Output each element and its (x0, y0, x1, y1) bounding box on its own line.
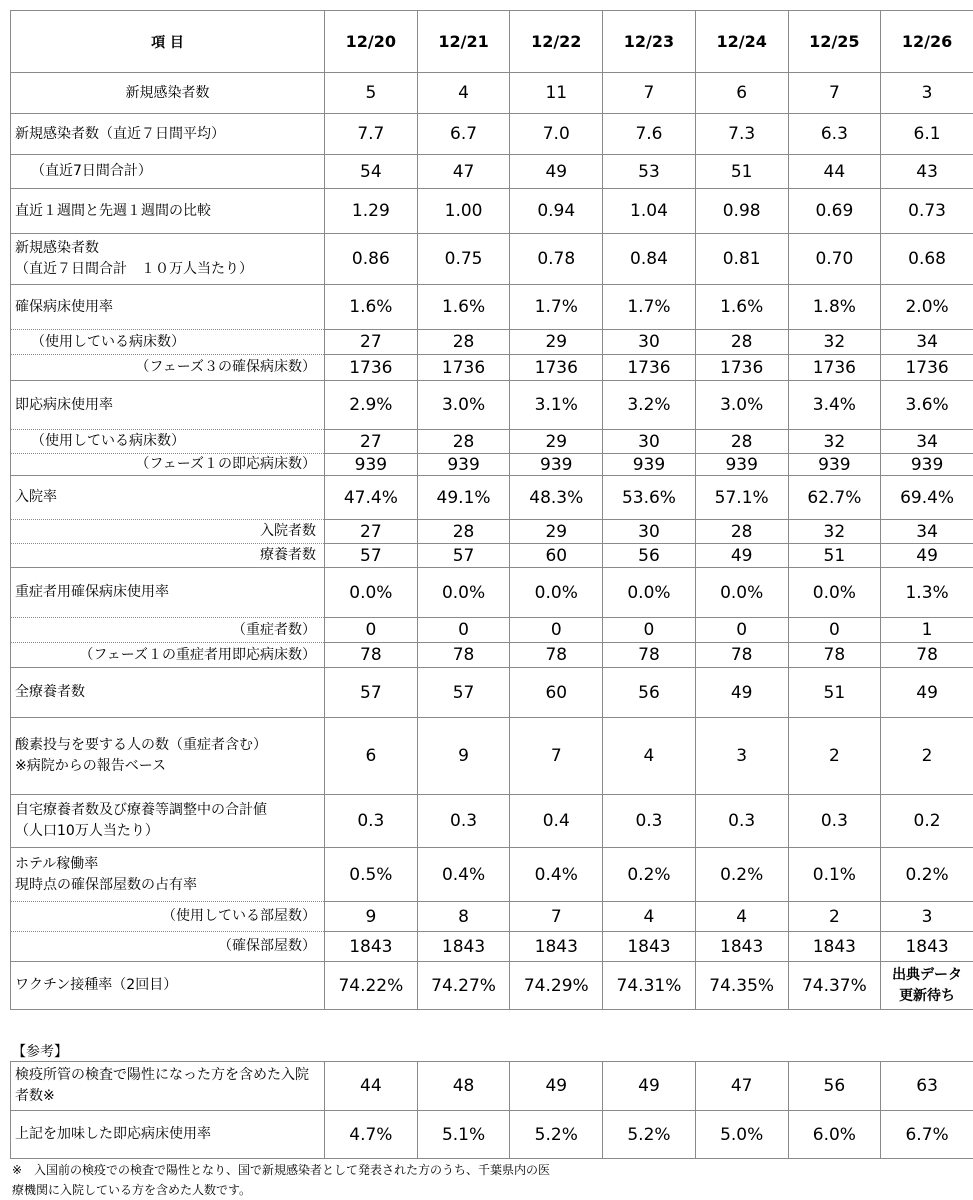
table-row (11, 454, 973, 476)
row-label (11, 718, 325, 795)
table-row (11, 643, 973, 668)
cell-value: 1736 (881, 355, 973, 381)
cell-value: 49 (695, 668, 788, 718)
cell-value: 74.29% (510, 962, 603, 1010)
row-label (11, 234, 325, 285)
cell-value: 1736 (417, 355, 510, 381)
cell-value: 0.73 (881, 189, 973, 234)
cell-value: 5.2% (603, 1111, 696, 1159)
cell-value: 32 (788, 430, 881, 454)
label-line: 新規感染者数 (15, 240, 99, 256)
cell-value: 1.3% (881, 568, 973, 618)
cell-value: 60 (510, 668, 603, 718)
cell-value: 28 (695, 520, 788, 544)
cell-value: 0 (603, 618, 696, 643)
cell-value: 51 (788, 544, 881, 568)
cell-value: 2 (788, 902, 881, 932)
cell-value: 1.8% (788, 285, 881, 330)
date-header: 12/21 (417, 11, 510, 73)
row-label: 確保病床使用率 (11, 285, 325, 330)
cell-value: 0 (417, 618, 510, 643)
label-line: 検疫所管の検査で陽性になった方を含めた入院 (15, 1067, 309, 1083)
cell-value: 47 (695, 1062, 788, 1111)
row-label: 上記を加味した即応病床使用率 (11, 1111, 325, 1159)
cell-value: 0.75 (417, 234, 510, 285)
cell-value: 34 (881, 430, 973, 454)
cell-value: 0.5% (325, 848, 418, 902)
cell-value: 49 (603, 1062, 696, 1111)
cell-value: 6 (325, 718, 418, 795)
cell-value: 34 (881, 330, 973, 355)
cell-value: 0.0% (417, 568, 510, 618)
cell-value: 4 (695, 902, 788, 932)
cell-value: 78 (788, 643, 881, 668)
cell-value: 28 (695, 430, 788, 454)
row-label: 新規感染者数 (11, 73, 325, 114)
cell-value: 0.2% (603, 848, 696, 902)
cell-value: 49 (695, 544, 788, 568)
cell-value: 11 (510, 73, 603, 114)
table-row (11, 234, 973, 285)
cell-value: 7.0 (510, 114, 603, 155)
row-label: （フェーズ３の確保病床数） (11, 355, 325, 381)
cell-value: 9 (325, 902, 418, 932)
cell-value: 0.2% (695, 848, 788, 902)
cell-value: 2.9% (325, 381, 418, 430)
row-label: 新規感染者数（直近７日間平均） (11, 114, 325, 155)
pending-line: 更新待ち (899, 987, 956, 1004)
cell-value: 51 (788, 668, 881, 718)
reference-table (10, 1061, 973, 1159)
cell-value: 49 (881, 668, 973, 718)
cell-value: 7.7 (325, 114, 418, 155)
cell-value: 1843 (325, 932, 418, 962)
table-row (11, 114, 973, 155)
cell-value: 1.00 (417, 189, 510, 234)
table-row (11, 544, 973, 568)
cell-value: 1843 (510, 932, 603, 962)
cell-value: 6.1 (881, 114, 973, 155)
cell-value: 49 (510, 155, 603, 189)
cell-value: 939 (325, 454, 418, 476)
row-label: （使用している病床数） (11, 330, 325, 355)
cell-value: 0.94 (510, 189, 603, 234)
cell-value: 939 (695, 454, 788, 476)
cell-value: 78 (603, 643, 696, 668)
cell-value: 74.35% (695, 962, 788, 1010)
footnote-line: ※ 入国前の検疫での検査で陽性となり、国で新規感染者として発表された方のうち、千葉県内の医 (12, 1163, 551, 1177)
table-row (11, 381, 973, 430)
cell-value: 3 (881, 73, 973, 114)
cell-value: 29 (510, 520, 603, 544)
cell-value: 0.98 (695, 189, 788, 234)
cell-value: 939 (881, 454, 973, 476)
cell-value: 4.7% (325, 1111, 418, 1159)
table-row (11, 668, 973, 718)
cell-value: 0.1% (788, 848, 881, 902)
cell-value: 0.81 (695, 234, 788, 285)
cell-value: 939 (510, 454, 603, 476)
footnote-line: 療機関に入院している方を含めた人数です。 (12, 1183, 252, 1197)
cell-value: 54 (325, 155, 418, 189)
row-label: 入院者数 (11, 520, 325, 544)
cell-value: 0.84 (603, 234, 696, 285)
row-label: 即応病床使用率 (11, 381, 325, 430)
cell-value: 0.0% (788, 568, 881, 618)
cell-value: 30 (603, 520, 696, 544)
cell-value: 1.6% (417, 285, 510, 330)
cell-value: 7 (510, 902, 603, 932)
table-row (11, 795, 973, 848)
cell-value: 939 (603, 454, 696, 476)
cell-value: 78 (881, 643, 973, 668)
cell-value: 6.3 (788, 114, 881, 155)
cell-value: 7.6 (603, 114, 696, 155)
date-header: 12/24 (695, 11, 788, 73)
label-line: 現時点の確保部屋数の占有率 (15, 876, 197, 893)
cell-value: 6 (695, 73, 788, 114)
label-line: 酸素投与を要する人の数（重症者含む） (15, 737, 267, 753)
main-table (10, 10, 973, 1010)
cell-value: 4 (417, 73, 510, 114)
cell-value: 1.6% (695, 285, 788, 330)
cell-value: 57 (417, 668, 510, 718)
label-line: 者数※ (15, 1088, 55, 1104)
cell-value: 7 (788, 73, 881, 114)
cell-value: 3.0% (695, 381, 788, 430)
cell-value: 1.29 (325, 189, 418, 234)
cell-value: 0 (510, 618, 603, 643)
table-row (11, 1062, 973, 1111)
cell-value: 51 (695, 155, 788, 189)
cell-value: 1843 (788, 932, 881, 962)
cell-value: 74.22% (325, 962, 418, 1010)
cell-value: 1843 (881, 932, 973, 962)
cell-value: 1736 (603, 355, 696, 381)
cell-value: 1843 (603, 932, 696, 962)
date-header: 12/23 (603, 11, 696, 73)
cell-value: 0.4% (417, 848, 510, 902)
date-header: 12/22 (510, 11, 603, 73)
cell-value: 62.7% (788, 476, 881, 520)
cell-value: 0.2 (881, 795, 973, 848)
row-label (11, 795, 325, 848)
cell-value: 2 (788, 718, 881, 795)
table-row (11, 568, 973, 618)
cell-value: 3.4% (788, 381, 881, 430)
cell-value: 29 (510, 430, 603, 454)
cell-value: 32 (788, 330, 881, 355)
label-line: ホテル稼働率 (15, 855, 99, 872)
cell-value: 0.78 (510, 234, 603, 285)
cell-value: 0.3 (325, 795, 418, 848)
cell-value: 6.0% (788, 1111, 881, 1159)
table-row (11, 430, 973, 454)
cell-value: 56 (788, 1062, 881, 1111)
date-header: 12/26 (881, 11, 973, 73)
cell-value: 78 (695, 643, 788, 668)
cell-value: 3.2% (603, 381, 696, 430)
cell-value: 49 (510, 1062, 603, 1111)
cell-value: 1.04 (603, 189, 696, 234)
cell-value: 78 (510, 643, 603, 668)
row-label: （フェーズ１の即応病床数） (11, 454, 325, 476)
cell-value: 34 (881, 520, 973, 544)
cell-value: 28 (417, 430, 510, 454)
row-label: （使用している病床数） (11, 430, 325, 454)
cell-value: 9 (417, 718, 510, 795)
cell-value: 0.86 (325, 234, 418, 285)
cell-value: 57 (325, 544, 418, 568)
label-line: 自宅療養者数及び療養等調整中の合計値 (15, 802, 267, 818)
cell-value: 78 (325, 643, 418, 668)
cell-value: 29 (510, 330, 603, 355)
cell-value: 0.3 (417, 795, 510, 848)
row-label (11, 1062, 325, 1111)
cell-value: 0 (788, 618, 881, 643)
table-row (11, 932, 973, 962)
cell-value: 7 (510, 718, 603, 795)
cell-value: 74.27% (417, 962, 510, 1010)
cell-value: 0.70 (788, 234, 881, 285)
cell-value: 49 (881, 544, 973, 568)
pending-line: 出典データ (892, 966, 963, 983)
cell-value: 44 (325, 1062, 418, 1111)
cell-value: 3.6% (881, 381, 973, 430)
cell-value: 0.0% (325, 568, 418, 618)
table-row (11, 1111, 973, 1159)
row-label: （重症者数） (11, 618, 325, 643)
cell-value: 0 (325, 618, 418, 643)
cell-value: 49.1% (417, 476, 510, 520)
cell-value: 28 (417, 330, 510, 355)
cell-value: 5.1% (417, 1111, 510, 1159)
cell-value: 4 (603, 718, 696, 795)
row-label: （直近7日間合計） (11, 155, 325, 189)
table-row (11, 355, 973, 381)
date-header: 12/25 (788, 11, 881, 73)
label-line: （直近７日間合計 １０万人当たり） (15, 261, 253, 277)
table-row (11, 285, 973, 330)
row-label: 直近１週間と先週１週間の比較 (11, 189, 325, 234)
cell-value: 5.2% (510, 1111, 603, 1159)
cell-value: 47.4% (325, 476, 418, 520)
cell-value: 0.3 (695, 795, 788, 848)
cell-value: 57.1% (695, 476, 788, 520)
cell-value: 4 (603, 902, 696, 932)
cell-value: 56 (603, 668, 696, 718)
cell-value: 0.69 (788, 189, 881, 234)
pending-update-cell (881, 962, 973, 1010)
cell-value: 7 (603, 73, 696, 114)
row-label: （確保部屋数） (11, 932, 325, 962)
table-row (11, 189, 973, 234)
row-label: ワクチン接種率（2回目） (11, 962, 325, 1010)
footnote (12, 1160, 632, 1200)
cell-value: 1843 (695, 932, 788, 962)
cell-value: 1736 (788, 355, 881, 381)
cell-value: 27 (325, 330, 418, 355)
date-header: 12/20 (325, 11, 418, 73)
row-label: （フェーズ１の重症者用即応病床数） (11, 643, 325, 668)
row-label (11, 848, 325, 902)
table-row (11, 618, 973, 643)
label-line: ※病院からの報告ベース (15, 758, 167, 774)
cell-value: 30 (603, 430, 696, 454)
cell-value: 60 (510, 544, 603, 568)
cell-value: 0.3 (788, 795, 881, 848)
cell-value: 2.0% (881, 285, 973, 330)
cell-value: 28 (695, 330, 788, 355)
label-line: （人口10万人当たり） (15, 823, 159, 839)
cell-value: 69.4% (881, 476, 973, 520)
cell-value: 3 (881, 902, 973, 932)
cell-value: 0.4 (510, 795, 603, 848)
cell-value: 48 (417, 1062, 510, 1111)
cell-value: 1.7% (603, 285, 696, 330)
table-row (11, 902, 973, 932)
cell-value: 939 (417, 454, 510, 476)
row-label: 療養者数 (11, 544, 325, 568)
cell-value: 32 (788, 520, 881, 544)
reference-title: 【参考】 (12, 1044, 68, 1060)
cell-value: 3.1% (510, 381, 603, 430)
cell-value: 1843 (417, 932, 510, 962)
cell-value: 8 (417, 902, 510, 932)
cell-value: 0 (695, 618, 788, 643)
cell-value: 27 (325, 520, 418, 544)
header-row (11, 11, 973, 73)
table-row (11, 962, 973, 1010)
cell-value: 43 (881, 155, 973, 189)
row-label: 重症者用確保病床使用率 (11, 568, 325, 618)
cell-value: 56 (603, 544, 696, 568)
cell-value: 1736 (510, 355, 603, 381)
cell-value: 57 (325, 668, 418, 718)
cell-value: 1736 (695, 355, 788, 381)
cell-value: 63 (881, 1062, 973, 1111)
cell-value: 1736 (325, 355, 418, 381)
cell-value: 0.0% (510, 568, 603, 618)
cell-value: 7.3 (695, 114, 788, 155)
table-row (11, 476, 973, 520)
row-label: 全療養者数 (11, 668, 325, 718)
table-row (11, 848, 973, 902)
cell-value: 57 (417, 544, 510, 568)
cell-value: 27 (325, 430, 418, 454)
cell-value: 74.37% (788, 962, 881, 1010)
table-row (11, 520, 973, 544)
cell-value: 3.0% (417, 381, 510, 430)
cell-value: 78 (417, 643, 510, 668)
cell-value: 48.3% (510, 476, 603, 520)
cell-value: 74.31% (603, 962, 696, 1010)
cell-value: 0.68 (881, 234, 973, 285)
cell-value: 1 (881, 618, 973, 643)
cell-value: 2 (881, 718, 973, 795)
cell-value: 47 (417, 155, 510, 189)
cell-value: 53.6% (603, 476, 696, 520)
cell-value: 5 (325, 73, 418, 114)
cell-value: 0.2% (881, 848, 973, 902)
table-row (11, 718, 973, 795)
cell-value: 1.7% (510, 285, 603, 330)
cell-value: 6.7% (881, 1111, 973, 1159)
cell-value: 5.0% (695, 1111, 788, 1159)
cell-value: 0.0% (603, 568, 696, 618)
cell-value: 53 (603, 155, 696, 189)
cell-value: 3 (695, 718, 788, 795)
row-label: 入院率 (11, 476, 325, 520)
table-row (11, 330, 973, 355)
cell-value: 44 (788, 155, 881, 189)
cell-value: 1.6% (325, 285, 418, 330)
cell-value: 0.0% (695, 568, 788, 618)
table-row (11, 73, 973, 114)
cell-value: 939 (788, 454, 881, 476)
cell-value: 0.3 (603, 795, 696, 848)
table-row (11, 155, 973, 189)
cell-value: 6.7 (417, 114, 510, 155)
item-header: 項 目 (11, 11, 325, 73)
cell-value: 30 (603, 330, 696, 355)
cell-value: 0.4% (510, 848, 603, 902)
row-label: （使用している部屋数） (11, 902, 325, 932)
cell-value: 28 (417, 520, 510, 544)
